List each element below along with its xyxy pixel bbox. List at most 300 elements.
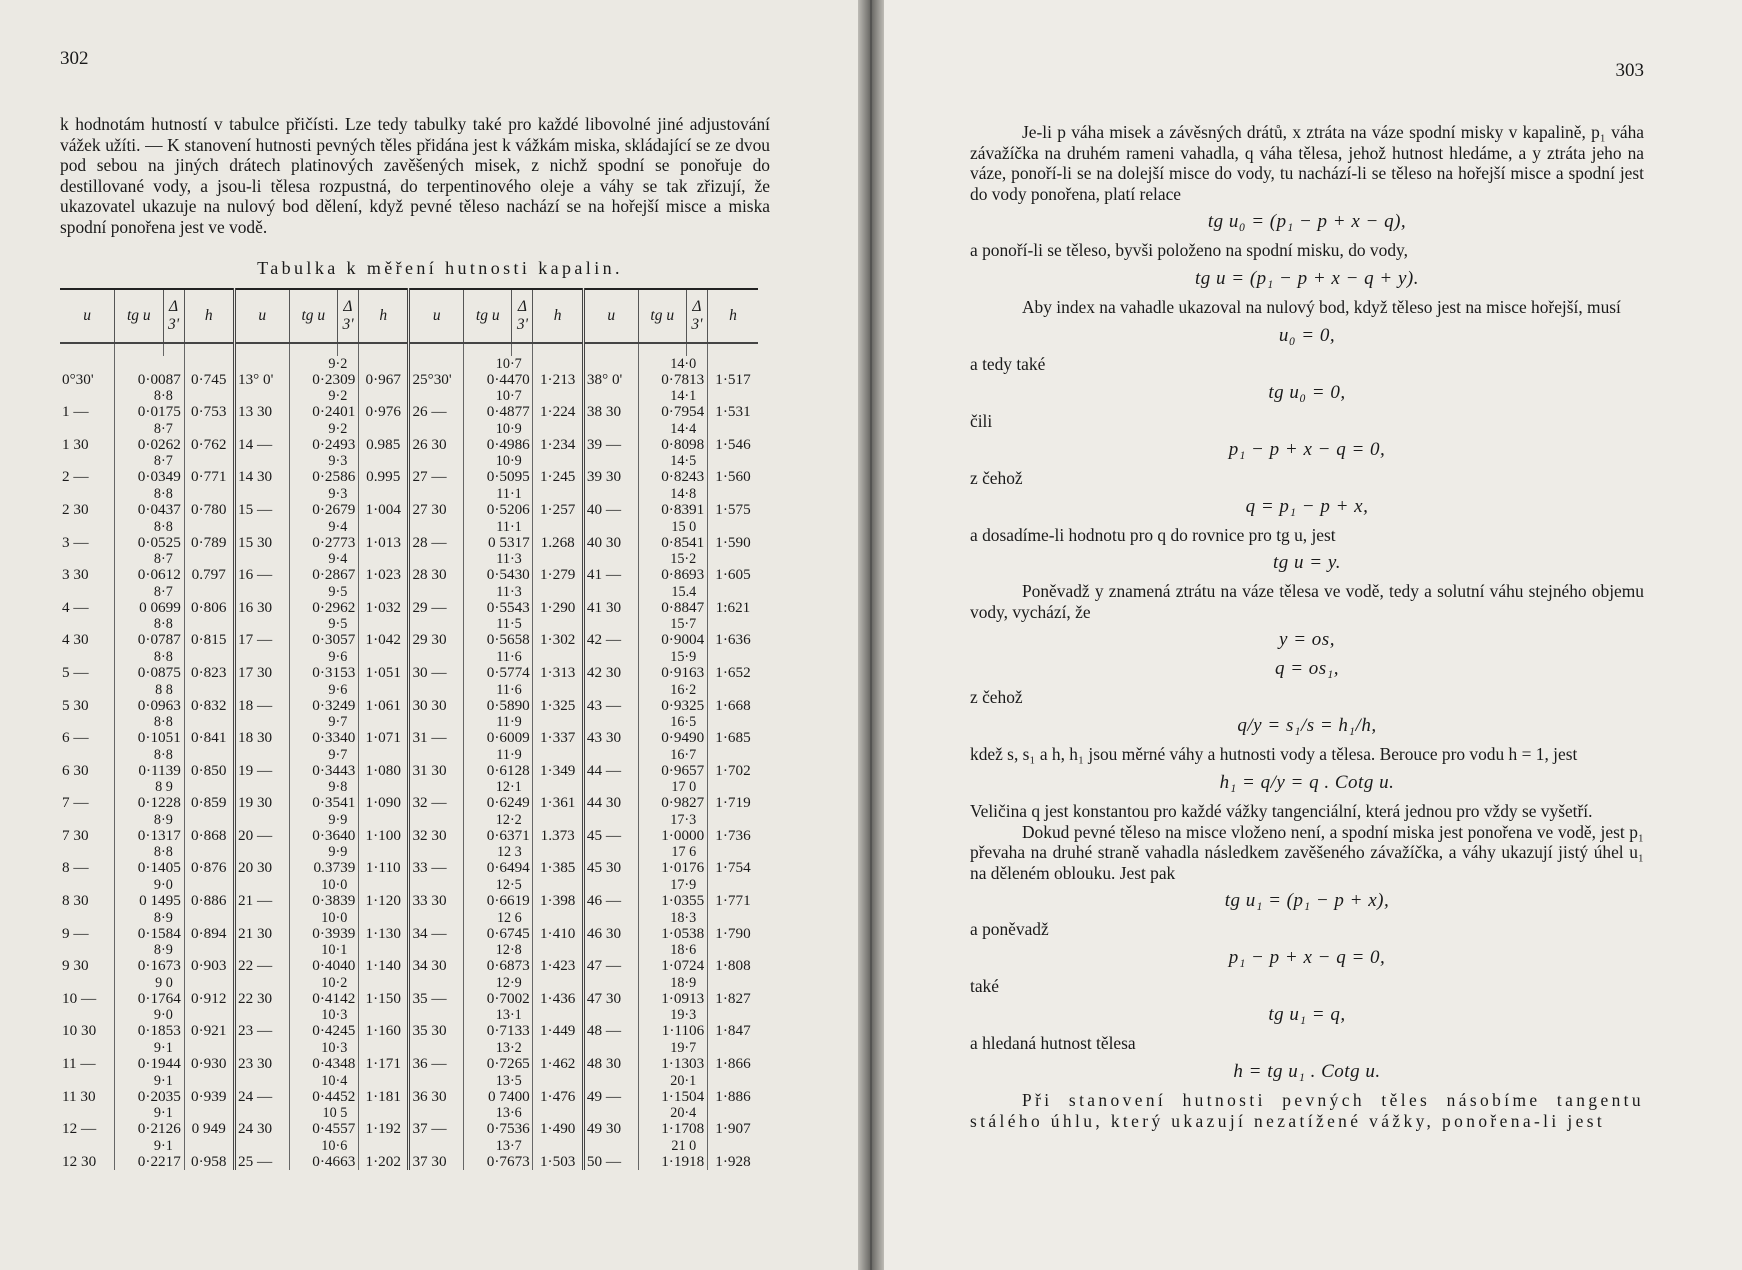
density-cell: 1·290 (533, 600, 583, 617)
tangent-value: 0·6128 (486, 761, 530, 779)
tangent-value: 1·0538 (661, 924, 705, 942)
table-row (60, 763, 758, 780)
table-cell-empty (409, 714, 464, 730)
tangent-cell (638, 1121, 707, 1138)
difference-value: 13·1 (495, 1007, 522, 1024)
table-diff-row (60, 747, 758, 763)
tangent-cell (464, 632, 533, 649)
table-header-cell: tg u (289, 289, 337, 343)
table-cell-empty (583, 682, 638, 698)
table-spacer-cell (234, 343, 289, 356)
angle-cell: 37 — (409, 1121, 464, 1138)
table-cell-empty (234, 1105, 289, 1121)
tangent-value: 0·0349 (137, 468, 181, 486)
tangent-cell (289, 730, 358, 747)
angle-cell: 34 30 (409, 958, 464, 975)
difference-value: 9·9 (328, 844, 348, 861)
density-cell: 0·806 (184, 600, 234, 617)
tangent-value: 1·1303 (661, 1055, 705, 1073)
table-cell-empty (583, 519, 638, 535)
difference-cell (638, 779, 707, 795)
table-cell-empty (533, 1138, 583, 1154)
tangent-cell (638, 567, 707, 584)
difference-cell (289, 975, 358, 991)
tangent-cell (638, 437, 707, 454)
table-cell-empty (533, 421, 583, 437)
table-header-cell: tg u (464, 289, 512, 343)
table-cell-empty (60, 1105, 115, 1121)
angle-cell: 45 30 (583, 860, 638, 877)
table-cell-empty (707, 812, 758, 828)
table-cell-empty (409, 356, 464, 372)
density-cell: 1·192 (358, 1121, 408, 1138)
tangent-value: 0·2217 (137, 1152, 181, 1170)
difference-cell (638, 1105, 707, 1121)
table-cell-empty (234, 714, 289, 730)
angle-cell: 36 30 (409, 1089, 464, 1106)
table-cell-empty (583, 747, 638, 763)
density-cell: 0·903 (184, 958, 234, 975)
difference-value: 19·3 (670, 1007, 697, 1024)
difference-cell (115, 747, 184, 763)
tangent-value: 0·8541 (661, 533, 705, 551)
table-cell-empty (358, 649, 408, 665)
density-cell: 1·575 (707, 502, 758, 519)
tangent-cell (289, 469, 358, 486)
density-cell: 1·071 (358, 730, 408, 747)
tangent-value: 0·8693 (661, 566, 705, 584)
table-cell-empty (707, 519, 758, 535)
angle-cell: 42 — (583, 632, 638, 649)
table-cell-empty (533, 682, 583, 698)
density-cell: 1·702 (707, 763, 758, 780)
tangent-value: 0·1051 (137, 729, 181, 747)
table-cell-empty (234, 356, 289, 372)
table-cell-empty (358, 682, 408, 698)
equation-14: tg u₁ = q, (1268, 1004, 1346, 1026)
difference-value: 9·0 (153, 877, 173, 894)
density-cell: 0·976 (358, 404, 408, 421)
table-cell-empty (184, 844, 234, 860)
equation-15: h = tg u₁ . Cotg u. (1233, 1061, 1381, 1083)
difference-value: 9·1 (153, 1105, 173, 1122)
table-diff-row (60, 1040, 758, 1056)
difference-cell (464, 682, 533, 698)
difference-cell (115, 1007, 184, 1023)
angle-cell: 31 — (409, 730, 464, 747)
tangent-value: 0·9827 (661, 794, 705, 812)
difference-cell (115, 519, 184, 535)
tangent-cell (289, 926, 358, 943)
table-row (60, 893, 758, 910)
table-diff-row (60, 356, 758, 372)
difference-cell (638, 388, 707, 404)
tangent-value: 0·0787 (137, 631, 181, 649)
difference-value: 10·7 (495, 388, 522, 405)
density-cell: 1·531 (707, 404, 758, 421)
table-cell-empty (184, 1040, 234, 1056)
table-cell-empty (60, 779, 115, 795)
angle-cell: 6 30 (62, 761, 89, 779)
density-cell: 1·004 (358, 502, 408, 519)
table-body (60, 343, 758, 1171)
tangent-cell (289, 828, 358, 845)
tangent-value: 0·7265 (486, 1055, 530, 1073)
difference-value: 8·7 (153, 583, 173, 600)
table-cell-empty (583, 877, 638, 893)
tangent-value: 0·6873 (486, 957, 530, 975)
table-row (60, 795, 758, 812)
label-1: a tedy také (970, 353, 1046, 374)
density-cell: 0·921 (184, 1023, 234, 1040)
density-cell: 0·780 (184, 502, 234, 519)
table-diff-row (60, 551, 758, 567)
table-diff-row (60, 779, 758, 795)
tangent-cell (289, 535, 358, 552)
tangent-value: 0·0262 (137, 435, 181, 453)
tangent-value: 1·0355 (661, 892, 705, 910)
table-cell-empty (234, 453, 289, 469)
angle-cell: 5 30 (62, 696, 89, 714)
angle-cell: 12 — (62, 1120, 97, 1138)
table-cell-empty (358, 453, 408, 469)
table-cell-empty (707, 1105, 758, 1121)
difference-cell (638, 682, 707, 698)
difference-value: 8·8 (153, 648, 173, 665)
table-cell-empty (583, 551, 638, 567)
difference-value: 11·6 (496, 648, 522, 665)
tangent-cell (464, 795, 533, 812)
density-cell: 0·745 (184, 372, 234, 389)
book-gutter (858, 0, 884, 1270)
density-cell: 1·302 (533, 632, 583, 649)
tangent-cell (289, 1023, 358, 1040)
tangent-cell (464, 600, 533, 617)
table-cell-empty (533, 714, 583, 730)
difference-cell (464, 1073, 533, 1089)
difference-value: 8·9 (153, 909, 173, 926)
density-cell: 1·257 (533, 502, 583, 519)
table-spacer-cell (115, 343, 163, 356)
density-cell: 0·930 (184, 1056, 234, 1073)
angle-cell: 19 — (234, 763, 289, 780)
tangent-cell (289, 1121, 358, 1138)
table-diff-row (60, 844, 758, 860)
table-cell-empty (409, 1007, 464, 1023)
left-page (0, 0, 858, 1270)
difference-cell (115, 942, 184, 958)
tangent-value: 0·4245 (312, 1022, 356, 1040)
tangent-value: 0·1317 (137, 826, 181, 844)
table-cell-empty (583, 812, 638, 828)
difference-cell (289, 812, 358, 828)
tangent-value: 0·9325 (661, 696, 705, 714)
difference-value: 11·9 (496, 746, 522, 763)
table-diff-row (60, 812, 758, 828)
density-cell: 1·181 (358, 1089, 408, 1106)
tangent-value: 1·1918 (661, 1152, 705, 1170)
difference-cell (289, 551, 358, 567)
table-cell-empty (409, 421, 464, 437)
difference-cell (464, 714, 533, 730)
difference-cell (115, 1105, 184, 1121)
tangent-value: 0·5206 (486, 500, 530, 518)
table-cell-empty (409, 747, 464, 763)
tangent-value: 0·1228 (137, 794, 181, 812)
tangent-value: 0·3057 (312, 631, 356, 649)
table-row (60, 437, 758, 454)
difference-cell (464, 388, 533, 404)
density-cell: 1·736 (707, 828, 758, 845)
difference-value: 9·1 (153, 1040, 173, 1057)
tangent-cell (464, 828, 533, 845)
table-cell-empty (409, 682, 464, 698)
table-spacer-cell (163, 343, 184, 356)
table-cell-empty (184, 942, 234, 958)
density-cell: 1·361 (533, 795, 583, 812)
tangent-cell (115, 567, 184, 584)
tangent-cell (464, 1089, 533, 1106)
difference-value: 14·0 (670, 355, 697, 372)
density-cell: 1·130 (358, 926, 408, 943)
tangent-cell (638, 860, 707, 877)
difference-cell (289, 519, 358, 535)
angle-cell: 20 — (234, 828, 289, 845)
difference-value: 17·9 (670, 877, 697, 894)
angle-cell: 8 30 (62, 892, 89, 910)
tangent-value: 0·2035 (137, 1087, 181, 1105)
difference-value: 10·4 (321, 1072, 348, 1089)
table-cell-empty (184, 1073, 234, 1089)
table-header-cell: u (583, 289, 638, 343)
tangent-value: 0·1944 (137, 1055, 181, 1073)
table-cell-empty (583, 421, 638, 437)
tangent-cell (464, 958, 533, 975)
tangent-cell (115, 372, 184, 389)
tangent-cell (464, 730, 533, 747)
angle-cell: 17 — (234, 632, 289, 649)
difference-value: 12·9 (495, 974, 522, 991)
tangent-cell (638, 600, 707, 617)
table-header-cell: Δ 3' (163, 289, 184, 343)
difference-cell (289, 486, 358, 502)
tangent-value: 0·3541 (312, 794, 356, 812)
tangent-value: 0·9004 (661, 631, 705, 649)
difference-cell (638, 356, 707, 372)
table-row (60, 469, 758, 486)
tangent-value: 0·3640 (312, 826, 356, 844)
difference-cell (115, 551, 184, 567)
table-row (60, 958, 758, 975)
tangent-value: 1·0913 (661, 989, 705, 1007)
angle-cell: 26 30 (409, 437, 464, 454)
difference-cell (464, 551, 533, 567)
angle-cell: 44 30 (583, 795, 638, 812)
table-spacer-cell (707, 343, 758, 356)
difference-cell (464, 584, 533, 600)
difference-value: 13·2 (495, 1040, 522, 1057)
difference-cell (464, 1040, 533, 1056)
table-cell-empty (358, 1040, 408, 1056)
table-cell-empty (533, 975, 583, 991)
tangent-cell (115, 404, 184, 421)
tangent-cell (115, 698, 184, 715)
table-row (60, 1089, 758, 1106)
density-cell: 1·202 (358, 1154, 408, 1171)
density-cell: 1·449 (533, 1023, 583, 1040)
equation-2: tg u = (p₁ − p + x − q + y). (1194, 267, 1419, 289)
angle-cell: 13° 0' (234, 372, 289, 389)
table-cell-empty (234, 649, 289, 665)
difference-cell (289, 910, 358, 926)
table-cell-empty (409, 779, 464, 795)
table-cell-empty (409, 1040, 464, 1056)
difference-cell (638, 519, 707, 535)
table-cell-empty (409, 910, 464, 926)
equation-10: q/y = s₁/s = h₁/h, (1237, 715, 1377, 737)
difference-value: 11·6 (496, 681, 522, 698)
tangent-cell (638, 698, 707, 715)
difference-value: 8·8 (153, 844, 173, 861)
density-cell: 0·841 (184, 730, 234, 747)
difference-cell (638, 812, 707, 828)
density-cell: 1·279 (533, 567, 583, 584)
table-cell-empty (533, 356, 583, 372)
equation-1: tg u₀ = (p₁ − p + x − q), (1207, 211, 1407, 233)
table-diff-row (60, 910, 758, 926)
table-row (60, 632, 758, 649)
table-cell-empty (358, 877, 408, 893)
table-cell-empty (358, 356, 408, 372)
table-diff-row (60, 1138, 758, 1154)
tangent-cell (289, 665, 358, 682)
density-cell: 0.995 (358, 469, 408, 486)
difference-cell (464, 486, 533, 502)
density-cell: 0·876 (184, 860, 234, 877)
table-cell-empty (60, 877, 115, 893)
angle-cell: 31 30 (409, 763, 464, 780)
difference-cell (115, 812, 184, 828)
table-cell-empty (707, 356, 758, 372)
table-row (60, 730, 758, 747)
tangent-value: 0.3739 (313, 859, 356, 877)
difference-cell (289, 747, 358, 763)
difference-cell (464, 910, 533, 926)
density-cell: 1·410 (533, 926, 583, 943)
difference-cell (289, 877, 358, 893)
table-header-cell: h (358, 289, 408, 343)
density-cell: 1·234 (533, 437, 583, 454)
density-cell: 1·503 (533, 1154, 583, 1171)
label-6: také (970, 976, 999, 997)
angle-cell: 41 30 (583, 600, 638, 617)
difference-cell (115, 910, 184, 926)
tangent-cell (289, 600, 358, 617)
table-header-row (60, 289, 758, 343)
density-cell: 0·886 (184, 893, 234, 910)
angle-cell: 16 30 (234, 600, 289, 617)
tangent-value: 0·9490 (661, 729, 705, 747)
difference-value: 10·3 (321, 1040, 348, 1057)
table-cell-empty (60, 910, 115, 926)
table-cell-empty (184, 1007, 234, 1023)
difference-cell (115, 975, 184, 991)
table-row (60, 860, 758, 877)
table-cell-empty (184, 1138, 234, 1154)
tangent-value: 0·8391 (661, 500, 705, 518)
tangent-cell (638, 1154, 707, 1171)
angle-cell: 7 30 (62, 826, 89, 844)
tangent-cell (638, 632, 707, 649)
difference-value: 9·3 (328, 485, 348, 502)
difference-value: 9·5 (328, 583, 348, 600)
density-cell: 1·140 (358, 958, 408, 975)
table-cell-empty (707, 486, 758, 502)
difference-value: 14·5 (670, 453, 697, 470)
difference-value: 9·6 (328, 681, 348, 698)
difference-value: 11·3 (496, 551, 522, 568)
density-cell: 0·859 (184, 795, 234, 812)
difference-value: 9·2 (328, 388, 348, 405)
right-page (884, 0, 1742, 1270)
tangent-cell (464, 1121, 533, 1138)
difference-value: 18·9 (670, 974, 697, 991)
density-cell: 1·560 (707, 469, 758, 486)
difference-cell (115, 714, 184, 730)
angle-cell: 50 — (583, 1154, 638, 1171)
tangent-value: 0·1405 (137, 859, 181, 877)
table-cell-empty (60, 942, 115, 958)
tangent-cell (115, 1154, 184, 1171)
difference-value: 14·4 (670, 420, 697, 437)
table-cell-empty (707, 779, 758, 795)
table-cell-empty (533, 942, 583, 958)
difference-cell (638, 1040, 707, 1056)
table-cell-empty (358, 844, 408, 860)
table-cell-empty (60, 551, 115, 567)
table-header-cell: u (60, 289, 115, 343)
density-cell: 1·013 (358, 535, 408, 552)
table-cell-empty (184, 388, 234, 404)
difference-cell (638, 584, 707, 600)
difference-cell (115, 1138, 184, 1154)
tangent-value: 0·1853 (137, 1022, 181, 1040)
angle-cell: 7 — (62, 794, 89, 812)
angle-cell: 9 — (62, 924, 89, 942)
table-cell-empty (583, 1073, 638, 1089)
difference-value: 8·8 (153, 518, 173, 535)
table-cell-empty (707, 388, 758, 404)
tangent-cell (115, 1056, 184, 1073)
tangent-cell (638, 535, 707, 552)
table-row (60, 502, 758, 519)
table-cell-empty (184, 551, 234, 567)
difference-cell (289, 844, 358, 860)
table-cell-empty (533, 453, 583, 469)
table-cell-empty (533, 844, 583, 860)
angle-cell: 40 — (583, 502, 638, 519)
tangent-cell (638, 730, 707, 747)
table-cell-empty (60, 1040, 115, 1056)
table-cell-empty (184, 1105, 234, 1121)
table-cell-empty (184, 975, 234, 991)
density-cell: 0.797 (184, 567, 234, 584)
tangent-cell (638, 991, 707, 1008)
table-cell-empty (234, 486, 289, 502)
table-spacer-cell (184, 343, 234, 356)
angle-cell: 42 30 (583, 665, 638, 682)
difference-value: 14·1 (670, 388, 697, 405)
